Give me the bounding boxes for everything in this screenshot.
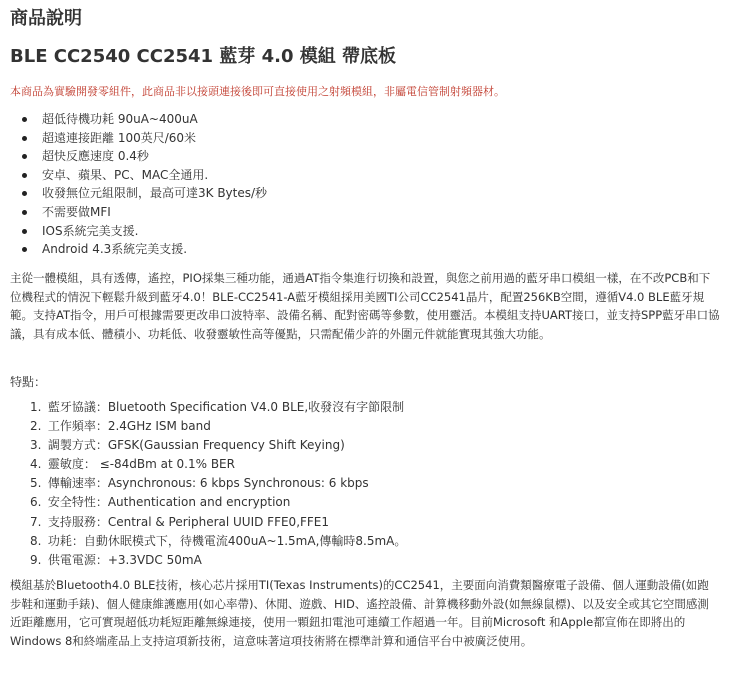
- warning-notice: 本商品為實驗開發零組件，此商品非以接頭連接後即可直接使用之射頻模組，非屬電信管制射頻器材。: [10, 85, 505, 98]
- list-item: [30, 551, 406, 570]
- list-text: 藍牙協議：Bluetooth Specification V4.0 BLE,收發沒有字節限制: [47, 400, 405, 414]
- list-text: 支持服務：Central & Peripheral UUID FFE0,FFE1: [47, 514, 330, 529]
- list-text: 功耗：自動休眠模式下，待機電流400uA~1.5mA,傳輸時8.5mA。: [47, 533, 407, 548]
- list-item: [30, 417, 406, 436]
- list-text: 工作頻率：2.4GHz ISM band: [47, 419, 211, 434]
- description-paragraph: 主從一體模組，具有透傳，遙控，PIO採集三種功能，通過AT指令集進行切換和設置，與您之前用過的藍牙串口模組一樣，在不改PCB和下位機程式的情況下輕鬆升級到藍牙4.0！BLE-CC2541-A藍牙模組採用美國TI公司CC2541晶片，配置256KB空間，遵循V4.0 BLE藍牙規範。支持AT指令，用戶可根據需要更改串口波特率、設備名稱、配對密碼等參數，使用靈活。本模組支持UART接口，並支持SPP藍牙串口協議，具有成本低、體積小、功耗低、收發靈敏性高等優點，只需配備少許的外圍元件就能實現其強大功能。: [10, 271, 720, 341]
- list-item: 收發無位元組限制，最高可達3K Bytes/秒: [22, 184, 267, 203]
- list-item: 安卓、蘋果、PC、MAC全通用.: [22, 166, 267, 185]
- list-item: 超遠連接距離 100英尺/60米: [22, 129, 267, 148]
- list-item: Android 4.3系統完美支援.: [22, 240, 267, 259]
- list-number: 9.: [30, 552, 42, 567]
- list-text: 安全特性：Authentication and encryption: [47, 495, 291, 510]
- list-item: [30, 455, 406, 474]
- spec-list: [30, 398, 406, 570]
- list-item: IOS系統完美支援.: [22, 222, 267, 241]
- list-text: 傳輸速率：Asynchronous: 6 kbps Synchronous: 6 kbps: [47, 476, 369, 491]
- list-text: 調製方式：GFSK(Gaussian Frequency Shift Keying): [47, 438, 345, 453]
- list-item: [30, 474, 406, 493]
- list-text: 供電電源：+3.3VDC 50mA: [47, 552, 202, 567]
- product-title: BLE CC2540 CC2541 藍芽 4.0 模組 帶底板: [10, 46, 397, 67]
- list-number: 6.: [30, 495, 42, 510]
- list-text: 靈敏度： ≤-84dBm at 0.1% BER: [47, 457, 235, 472]
- list-item: 超快反應速度 0.4秒: [22, 147, 267, 166]
- list-number: 4.: [30, 457, 42, 472]
- list-number: 3.: [30, 438, 42, 453]
- feature-bullets: [22, 110, 267, 259]
- list-number: 1.: [30, 400, 42, 414]
- list-item: [30, 513, 406, 532]
- list-number: 2.: [30, 419, 42, 434]
- section-title: 商品說明: [10, 8, 82, 29]
- list-item: [30, 398, 406, 417]
- list-item: [30, 493, 406, 512]
- list-number: 7.: [30, 514, 42, 529]
- list-item: [30, 532, 406, 551]
- list-number: 8.: [30, 533, 42, 548]
- features-label: 特點：: [10, 375, 47, 389]
- technology-paragraph: 模組基於Bluetooth4.0 BLE技術，核心芯片採用TI(Texas Instruments)的CC2541，主要面向消費類醫療電子設備、個人運動設備(如跑步鞋和運動手錶)、個人健康維護應用(如心率帶)、休閒、遊戲、HID、遙控設備、計算機移動外設(如無線鼠標)、以及安全或其它空間感測近距離應用，它可實現超低功耗短距離無線連接，使用一顆鈕扣電池可連續工作超過一年。目前Microsoft 和Apple都宣佈在即將出的Windows 8和終端產品上支持這項新技術，這意味著這項技術將在標準計算和通信平台中被廣泛使用。: [10, 578, 709, 648]
- list-item: 超低待機功耗 90uA~400uA: [22, 110, 267, 129]
- list-number: 5.: [30, 476, 42, 491]
- list-item: [30, 436, 406, 455]
- list-item: 不需要做MFI: [22, 203, 267, 222]
